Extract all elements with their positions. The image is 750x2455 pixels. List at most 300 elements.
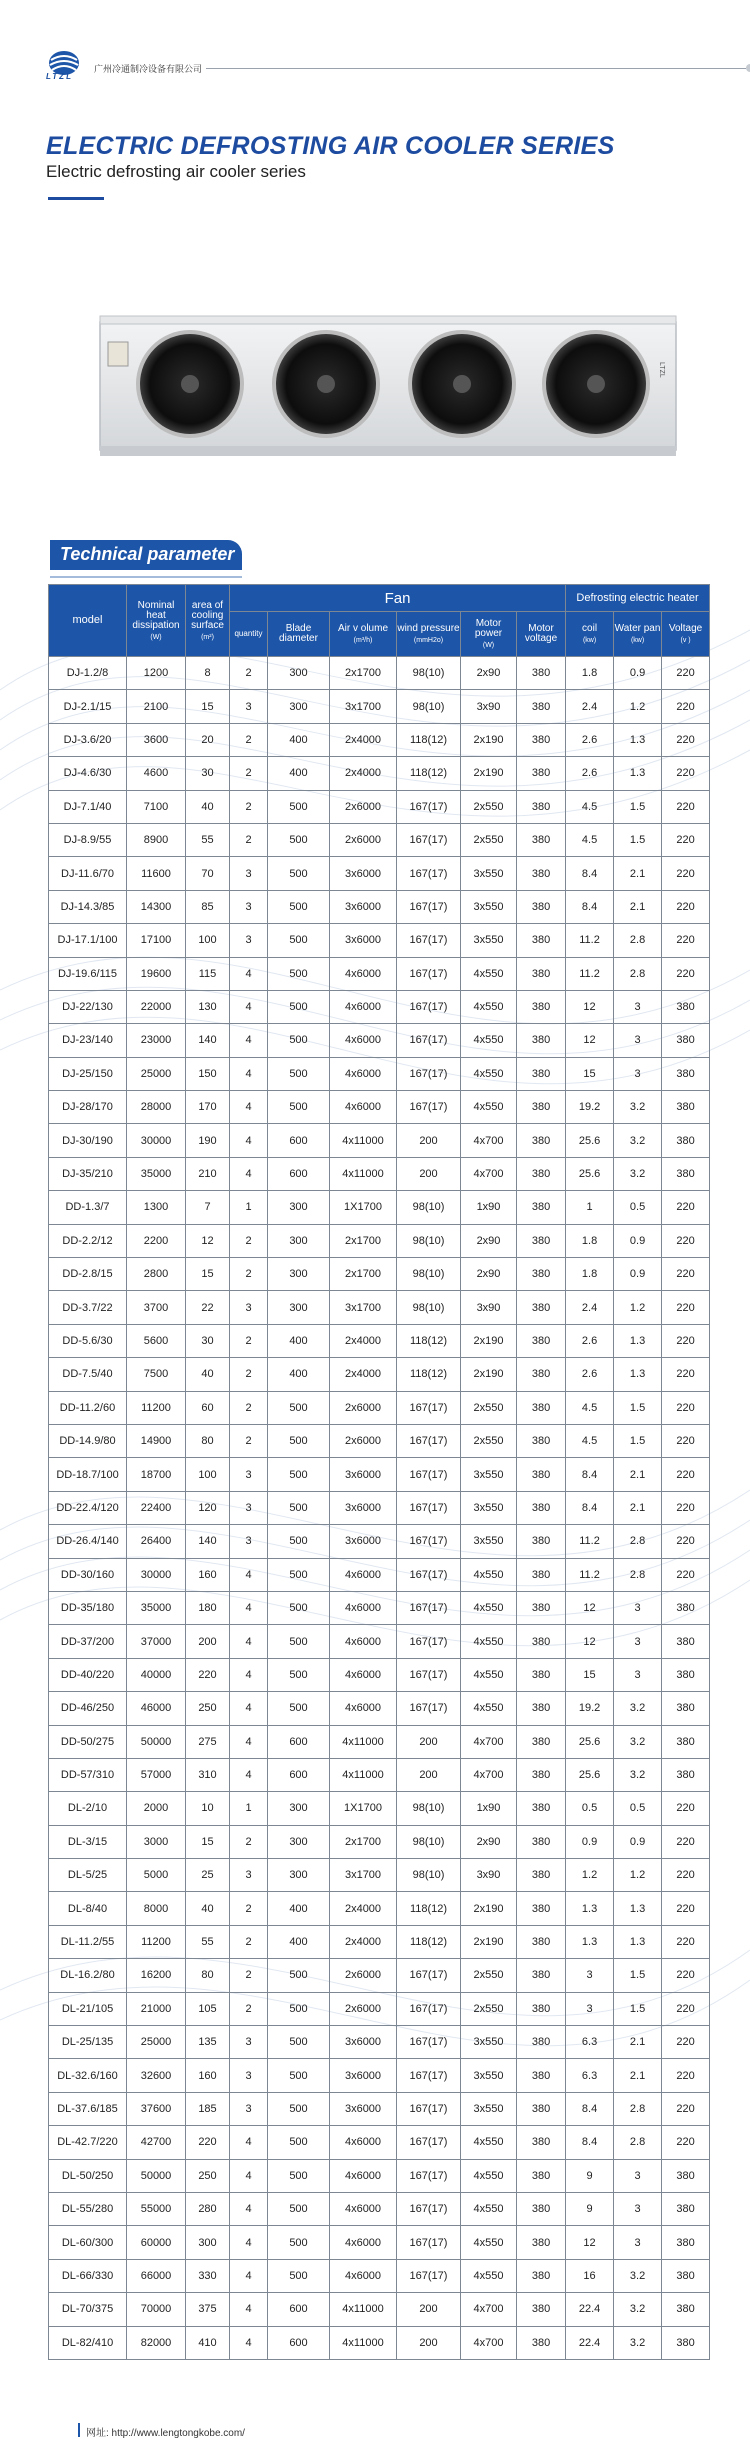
cell-model: DL-55/280 bbox=[49, 2192, 127, 2225]
cell-blade: 500 bbox=[268, 1992, 330, 2025]
cell-coil: 2.4 bbox=[566, 690, 614, 723]
col-area bbox=[186, 585, 230, 657]
cell-motor-power: 2x550 bbox=[461, 823, 517, 856]
cell-air-volume: 4x6000 bbox=[330, 2192, 397, 2225]
cell-model: DJ-11.6/70 bbox=[49, 857, 127, 890]
cell-heat: 18700 bbox=[127, 1458, 186, 1491]
cell-model: DD-2.8/15 bbox=[49, 1258, 127, 1291]
table-row bbox=[49, 1591, 710, 1624]
cell-model: DL-3/15 bbox=[49, 1825, 127, 1858]
cell-motor-power: 2x90 bbox=[461, 1224, 517, 1257]
cell-model: DL-2/10 bbox=[49, 1792, 127, 1825]
cell-motor-voltage: 380 bbox=[517, 1358, 566, 1391]
cell-wind-pressure: 98(10) bbox=[397, 657, 461, 690]
cell-motor-power: 4x700 bbox=[461, 1725, 517, 1758]
cell-area: 15 bbox=[186, 1825, 230, 1858]
cell-quantity: 4 bbox=[230, 2159, 268, 2192]
cell-voltage: 220 bbox=[662, 1258, 710, 1291]
cell-coil: 6.3 bbox=[566, 2026, 614, 2059]
cell-motor-voltage: 380 bbox=[517, 1258, 566, 1291]
cell-quantity: 2 bbox=[230, 1224, 268, 1257]
cell-quantity: 4 bbox=[230, 2126, 268, 2159]
cell-motor-voltage: 380 bbox=[517, 1458, 566, 1491]
table-row bbox=[49, 924, 710, 957]
cell-air-volume: 4x6000 bbox=[330, 990, 397, 1023]
table-row bbox=[49, 1157, 710, 1190]
cell-quantity: 4 bbox=[230, 1124, 268, 1157]
cell-model: DJ-23/140 bbox=[49, 1024, 127, 1057]
cell-heat: 66000 bbox=[127, 2259, 186, 2292]
cell-motor-voltage: 380 bbox=[517, 1892, 566, 1925]
cell-heat: 57000 bbox=[127, 1758, 186, 1791]
cell-area: 375 bbox=[186, 2293, 230, 2326]
cell-air-volume: 3x1700 bbox=[330, 690, 397, 723]
cell-water-pan: 2.1 bbox=[614, 1491, 662, 1524]
cell-area: 115 bbox=[186, 957, 230, 990]
cell-model: DD-3.7/22 bbox=[49, 1291, 127, 1324]
cell-quantity: 2 bbox=[230, 1892, 268, 1925]
footer-website: 网址: http://www.lengtongkobe.com/ bbox=[86, 2428, 245, 2439]
footer-accent-bar bbox=[78, 2423, 80, 2437]
col-coil-label: coil bbox=[582, 623, 598, 634]
cell-wind-pressure: 167(17) bbox=[397, 1558, 461, 1591]
cell-water-pan: 1.5 bbox=[614, 1959, 662, 1992]
cell-blade: 500 bbox=[268, 1424, 330, 1457]
cell-heat: 11200 bbox=[127, 1925, 186, 1958]
cell-quantity: 4 bbox=[230, 2192, 268, 2225]
cell-wind-pressure: 167(17) bbox=[397, 2126, 461, 2159]
cell-heat: 22400 bbox=[127, 1491, 186, 1524]
cell-air-volume: 2x4000 bbox=[330, 1925, 397, 1958]
cell-area: 30 bbox=[186, 757, 230, 790]
cell-blade: 500 bbox=[268, 1692, 330, 1725]
cell-heat: 3000 bbox=[127, 1825, 186, 1858]
cell-blade: 300 bbox=[268, 1792, 330, 1825]
cell-motor-power: 4x550 bbox=[461, 1558, 517, 1591]
cell-heat: 25000 bbox=[127, 2026, 186, 2059]
cell-wind-pressure: 118(12) bbox=[397, 1324, 461, 1357]
cell-motor-power: 2x190 bbox=[461, 1925, 517, 1958]
cell-area: 130 bbox=[186, 990, 230, 1023]
table-row bbox=[49, 1224, 710, 1257]
cell-blade: 500 bbox=[268, 823, 330, 856]
page-subtitle: Electric defrosting air cooler series bbox=[46, 162, 306, 181]
cell-blade: 500 bbox=[268, 2092, 330, 2125]
cell-water-pan: 3.2 bbox=[614, 1692, 662, 1725]
cell-motor-voltage: 380 bbox=[517, 2159, 566, 2192]
col-air-volume bbox=[330, 612, 397, 657]
col-heat-unit: (W) bbox=[150, 633, 162, 641]
cell-heat: 21000 bbox=[127, 1992, 186, 2025]
cell-air-volume: 3x6000 bbox=[330, 2059, 397, 2092]
cell-motor-power: 3x550 bbox=[461, 2026, 517, 2059]
cell-blade: 600 bbox=[268, 2293, 330, 2326]
table-row bbox=[49, 2159, 710, 2192]
cell-air-volume: 2x6000 bbox=[330, 1959, 397, 1992]
cell-voltage: 220 bbox=[662, 890, 710, 923]
cell-voltage: 380 bbox=[662, 1758, 710, 1791]
cell-voltage: 380 bbox=[662, 2159, 710, 2192]
cell-motor-power: 3x90 bbox=[461, 690, 517, 723]
cell-motor-voltage: 380 bbox=[517, 2092, 566, 2125]
cell-heat: 2200 bbox=[127, 1224, 186, 1257]
cell-area: 185 bbox=[186, 2092, 230, 2125]
col-voltage-label: Voltage bbox=[668, 623, 703, 634]
cell-voltage: 220 bbox=[662, 924, 710, 957]
cell-coil: 2.6 bbox=[566, 757, 614, 790]
cell-air-volume: 2x4000 bbox=[330, 1358, 397, 1391]
cell-heat: 11200 bbox=[127, 1391, 186, 1424]
cell-area: 15 bbox=[186, 1258, 230, 1291]
cell-voltage: 220 bbox=[662, 1424, 710, 1457]
cell-voltage: 380 bbox=[662, 990, 710, 1023]
cell-area: 220 bbox=[186, 1658, 230, 1691]
cell-voltage: 380 bbox=[662, 1124, 710, 1157]
cell-wind-pressure: 167(17) bbox=[397, 2159, 461, 2192]
cell-air-volume: 4x6000 bbox=[330, 1658, 397, 1691]
header-divider bbox=[206, 68, 746, 69]
cell-air-volume: 2x4000 bbox=[330, 1324, 397, 1357]
cell-voltage: 220 bbox=[662, 1825, 710, 1858]
cell-quantity: 2 bbox=[230, 1391, 268, 1424]
cell-blade: 400 bbox=[268, 1925, 330, 1958]
cell-coil: 8.4 bbox=[566, 1458, 614, 1491]
cell-motor-voltage: 380 bbox=[517, 1758, 566, 1791]
cell-quantity: 3 bbox=[230, 2059, 268, 2092]
cell-air-volume: 4x11000 bbox=[330, 2326, 397, 2359]
cell-air-volume: 4x6000 bbox=[330, 1625, 397, 1658]
cell-blade: 500 bbox=[268, 1091, 330, 1124]
cell-motor-voltage: 380 bbox=[517, 2192, 566, 2225]
cell-motor-voltage: 380 bbox=[517, 1825, 566, 1858]
cell-wind-pressure: 167(17) bbox=[397, 924, 461, 957]
section-title: Technical parameter bbox=[60, 544, 235, 564]
cell-model: DJ-30/190 bbox=[49, 1124, 127, 1157]
cell-coil: 12 bbox=[566, 990, 614, 1023]
cell-wind-pressure: 98(10) bbox=[397, 1224, 461, 1257]
col-motor-power bbox=[461, 612, 517, 657]
cell-coil: 22.4 bbox=[566, 2293, 614, 2326]
cell-motor-power: 3x550 bbox=[461, 1491, 517, 1524]
cell-air-volume: 4x6000 bbox=[330, 2259, 397, 2292]
cell-quantity: 4 bbox=[230, 2326, 268, 2359]
cell-air-volume: 2x6000 bbox=[330, 790, 397, 823]
cell-motor-power: 4x700 bbox=[461, 2293, 517, 2326]
cell-motor-power: 4x700 bbox=[461, 2326, 517, 2359]
cell-water-pan: 3 bbox=[614, 1057, 662, 1090]
section-badge bbox=[50, 540, 242, 570]
cell-quantity: 4 bbox=[230, 990, 268, 1023]
cell-water-pan: 1.3 bbox=[614, 723, 662, 756]
cell-air-volume: 2x1700 bbox=[330, 1825, 397, 1858]
cell-wind-pressure: 167(17) bbox=[397, 2092, 461, 2125]
cell-water-pan: 1.2 bbox=[614, 1859, 662, 1892]
cell-area: 300 bbox=[186, 2226, 230, 2259]
cell-voltage: 220 bbox=[662, 1491, 710, 1524]
col-model: model bbox=[49, 585, 127, 657]
cell-voltage: 220 bbox=[662, 723, 710, 756]
cell-air-volume: 3x6000 bbox=[330, 2026, 397, 2059]
col-area-label: area of cooling surface bbox=[191, 599, 224, 631]
cell-motor-voltage: 380 bbox=[517, 1591, 566, 1624]
cell-wind-pressure: 167(17) bbox=[397, 2192, 461, 2225]
cell-blade: 400 bbox=[268, 723, 330, 756]
cell-blade: 500 bbox=[268, 1057, 330, 1090]
cell-model: DD-11.2/60 bbox=[49, 1391, 127, 1424]
cell-coil: 11.2 bbox=[566, 924, 614, 957]
cell-coil: 11.2 bbox=[566, 1525, 614, 1558]
table-row bbox=[49, 1992, 710, 2025]
cell-heat: 23000 bbox=[127, 1024, 186, 1057]
cell-motor-power: 4x550 bbox=[461, 1692, 517, 1725]
cell-blade: 300 bbox=[268, 1258, 330, 1291]
cell-wind-pressure: 98(10) bbox=[397, 1191, 461, 1224]
cell-area: 330 bbox=[186, 2259, 230, 2292]
cell-air-volume: 3x6000 bbox=[330, 924, 397, 957]
cell-wind-pressure: 167(17) bbox=[397, 2259, 461, 2292]
cell-quantity: 3 bbox=[230, 1491, 268, 1524]
cell-water-pan: 1.5 bbox=[614, 1391, 662, 1424]
cell-water-pan: 2.8 bbox=[614, 1558, 662, 1591]
cell-area: 60 bbox=[186, 1391, 230, 1424]
cell-motor-power: 2x90 bbox=[461, 1258, 517, 1291]
cell-coil: 1.3 bbox=[566, 1925, 614, 1958]
cell-area: 85 bbox=[186, 890, 230, 923]
cell-area: 280 bbox=[186, 2192, 230, 2225]
table-row bbox=[49, 1024, 710, 1057]
cell-water-pan: 2.8 bbox=[614, 2092, 662, 2125]
cell-wind-pressure: 98(10) bbox=[397, 690, 461, 723]
cell-water-pan: 3 bbox=[614, 1024, 662, 1057]
cell-heat: 25000 bbox=[127, 1057, 186, 1090]
cell-motor-voltage: 380 bbox=[517, 1558, 566, 1591]
cell-model: DJ-28/170 bbox=[49, 1091, 127, 1124]
cell-model: DL-82/410 bbox=[49, 2326, 127, 2359]
col-wind-pressure bbox=[397, 612, 461, 657]
cell-motor-power: 3x550 bbox=[461, 2092, 517, 2125]
cell-wind-pressure: 167(17) bbox=[397, 857, 461, 890]
cell-heat: 11600 bbox=[127, 857, 186, 890]
cell-voltage: 380 bbox=[662, 2192, 710, 2225]
cell-area: 135 bbox=[186, 2026, 230, 2059]
cell-water-pan: 0.5 bbox=[614, 1191, 662, 1224]
cell-motor-voltage: 380 bbox=[517, 957, 566, 990]
cell-blade: 500 bbox=[268, 1525, 330, 1558]
cell-wind-pressure: 167(17) bbox=[397, 990, 461, 1023]
table-row bbox=[49, 1458, 710, 1491]
cell-motor-power: 4x700 bbox=[461, 1758, 517, 1791]
cell-blade: 500 bbox=[268, 1391, 330, 1424]
cell-wind-pressure: 118(12) bbox=[397, 1925, 461, 1958]
cell-model: DL-16.2/80 bbox=[49, 1959, 127, 1992]
col-motor-power-unit: (W) bbox=[482, 642, 495, 649]
cell-air-volume: 3x6000 bbox=[330, 1458, 397, 1491]
cell-motor-voltage: 380 bbox=[517, 723, 566, 756]
cell-blade: 400 bbox=[268, 1892, 330, 1925]
cell-voltage: 380 bbox=[662, 1057, 710, 1090]
cell-model: DD-30/160 bbox=[49, 1558, 127, 1591]
cell-area: 105 bbox=[186, 1992, 230, 2025]
cell-motor-voltage: 380 bbox=[517, 1057, 566, 1090]
cell-motor-voltage: 380 bbox=[517, 1124, 566, 1157]
cell-air-volume: 4x6000 bbox=[330, 2126, 397, 2159]
cell-water-pan: 2.1 bbox=[614, 890, 662, 923]
cell-voltage: 380 bbox=[662, 2326, 710, 2359]
cell-coil: 4.5 bbox=[566, 1391, 614, 1424]
cell-quantity: 2 bbox=[230, 1358, 268, 1391]
cell-heat: 14900 bbox=[127, 1424, 186, 1457]
cell-wind-pressure: 167(17) bbox=[397, 1692, 461, 1725]
cell-model: DD-5.6/30 bbox=[49, 1324, 127, 1357]
cell-quantity: 4 bbox=[230, 1758, 268, 1791]
cell-voltage: 220 bbox=[662, 1191, 710, 1224]
cell-wind-pressure: 167(17) bbox=[397, 1491, 461, 1524]
cell-area: 25 bbox=[186, 1859, 230, 1892]
cell-motor-power: 3x550 bbox=[461, 924, 517, 957]
cell-model: DD-37/200 bbox=[49, 1625, 127, 1658]
cell-motor-voltage: 380 bbox=[517, 1224, 566, 1257]
cell-area: 275 bbox=[186, 1725, 230, 1758]
cell-blade: 400 bbox=[268, 1324, 330, 1357]
table-row bbox=[49, 657, 710, 690]
section-underline bbox=[50, 576, 242, 578]
cell-model: DL-32.6/160 bbox=[49, 2059, 127, 2092]
col-voltage bbox=[662, 612, 710, 657]
cell-blade: 300 bbox=[268, 690, 330, 723]
cell-motor-power: 2x90 bbox=[461, 657, 517, 690]
cell-motor-power: 1x90 bbox=[461, 1191, 517, 1224]
cell-quantity: 3 bbox=[230, 1458, 268, 1491]
cell-motor-power: 3x550 bbox=[461, 1525, 517, 1558]
cell-air-volume: 2x6000 bbox=[330, 823, 397, 856]
cell-voltage: 380 bbox=[662, 1591, 710, 1624]
cell-blade: 300 bbox=[268, 657, 330, 690]
cell-water-pan: 2.1 bbox=[614, 2059, 662, 2092]
cell-model: DJ-17.1/100 bbox=[49, 924, 127, 957]
cell-motor-voltage: 380 bbox=[517, 2226, 566, 2259]
cell-coil: 8.4 bbox=[566, 2126, 614, 2159]
col-group-defrost: Defrosting electric heater bbox=[566, 585, 710, 612]
cell-air-volume: 1X1700 bbox=[330, 1191, 397, 1224]
cell-air-volume: 4x6000 bbox=[330, 1024, 397, 1057]
cell-area: 160 bbox=[186, 1558, 230, 1591]
cell-motor-voltage: 380 bbox=[517, 1992, 566, 2025]
cell-area: 120 bbox=[186, 1491, 230, 1524]
cell-voltage: 380 bbox=[662, 1024, 710, 1057]
cell-water-pan: 1.3 bbox=[614, 1892, 662, 1925]
cell-air-volume: 2x1700 bbox=[330, 1224, 397, 1257]
cell-motor-voltage: 380 bbox=[517, 1959, 566, 1992]
cell-blade: 500 bbox=[268, 957, 330, 990]
cell-motor-power: 3x550 bbox=[461, 857, 517, 890]
cell-model: DJ-3.6/20 bbox=[49, 723, 127, 756]
table-row bbox=[49, 957, 710, 990]
cell-heat: 14300 bbox=[127, 890, 186, 923]
cell-coil: 19.2 bbox=[566, 1091, 614, 1124]
cell-motor-power: 4x550 bbox=[461, 2126, 517, 2159]
cell-air-volume: 4x6000 bbox=[330, 1091, 397, 1124]
cell-motor-power: 3x90 bbox=[461, 1291, 517, 1324]
cell-blade: 500 bbox=[268, 1458, 330, 1491]
cell-quantity: 2 bbox=[230, 1825, 268, 1858]
cell-quantity: 4 bbox=[230, 2293, 268, 2326]
table-row bbox=[49, 1324, 710, 1357]
cell-quantity: 1 bbox=[230, 1191, 268, 1224]
col-blade: Blade diameter bbox=[268, 612, 330, 657]
cell-blade: 500 bbox=[268, 1591, 330, 1624]
cell-motor-voltage: 380 bbox=[517, 2059, 566, 2092]
cell-motor-voltage: 380 bbox=[517, 1291, 566, 1324]
cell-quantity: 4 bbox=[230, 1024, 268, 1057]
cell-water-pan: 3.2 bbox=[614, 1157, 662, 1190]
table-row bbox=[49, 823, 710, 856]
col-area-unit: (m²) bbox=[201, 633, 214, 641]
table-row bbox=[49, 1792, 710, 1825]
cell-motor-voltage: 380 bbox=[517, 1859, 566, 1892]
cell-water-pan: 1.3 bbox=[614, 1925, 662, 1958]
table-row bbox=[49, 690, 710, 723]
table-row bbox=[49, 1091, 710, 1124]
table-row bbox=[49, 1358, 710, 1391]
cell-water-pan: 1.5 bbox=[614, 823, 662, 856]
cell-quantity: 4 bbox=[230, 1625, 268, 1658]
cell-model: DD-46/250 bbox=[49, 1692, 127, 1725]
cell-heat: 3600 bbox=[127, 723, 186, 756]
cell-motor-power: 4x550 bbox=[461, 1024, 517, 1057]
cell-air-volume: 1X1700 bbox=[330, 1792, 397, 1825]
cell-water-pan: 3 bbox=[614, 2192, 662, 2225]
col-motor-voltage: Motor voltage bbox=[517, 612, 566, 657]
cell-blade: 600 bbox=[268, 2326, 330, 2359]
cell-heat: 50000 bbox=[127, 2159, 186, 2192]
cell-heat: 28000 bbox=[127, 1091, 186, 1124]
cell-blade: 500 bbox=[268, 857, 330, 890]
cell-water-pan: 0.5 bbox=[614, 1792, 662, 1825]
cell-motor-power: 4x550 bbox=[461, 1591, 517, 1624]
cell-quantity: 4 bbox=[230, 2259, 268, 2292]
table-row bbox=[49, 1692, 710, 1725]
cell-heat: 40000 bbox=[127, 1658, 186, 1691]
cell-air-volume: 4x6000 bbox=[330, 1692, 397, 1725]
cell-blade: 300 bbox=[268, 1224, 330, 1257]
cell-quantity: 2 bbox=[230, 1925, 268, 1958]
cell-voltage: 220 bbox=[662, 757, 710, 790]
cell-air-volume: 3x1700 bbox=[330, 1291, 397, 1324]
cell-motor-voltage: 380 bbox=[517, 823, 566, 856]
cell-coil: 0.5 bbox=[566, 1792, 614, 1825]
cell-coil: 25.6 bbox=[566, 1157, 614, 1190]
cell-voltage: 220 bbox=[662, 1558, 710, 1591]
cell-area: 170 bbox=[186, 1091, 230, 1124]
logo-text: LTZL bbox=[46, 72, 73, 81]
cell-coil: 22.4 bbox=[566, 2326, 614, 2359]
cell-air-volume: 4x11000 bbox=[330, 2293, 397, 2326]
cell-quantity: 2 bbox=[230, 723, 268, 756]
cell-model: DD-7.5/40 bbox=[49, 1358, 127, 1391]
cell-motor-voltage: 380 bbox=[517, 690, 566, 723]
cell-wind-pressure: 98(10) bbox=[397, 1792, 461, 1825]
cell-air-volume: 2x1700 bbox=[330, 657, 397, 690]
cell-heat: 32600 bbox=[127, 2059, 186, 2092]
cell-heat: 26400 bbox=[127, 1525, 186, 1558]
cell-water-pan: 2.1 bbox=[614, 857, 662, 890]
cell-wind-pressure: 167(17) bbox=[397, 890, 461, 923]
cell-motor-voltage: 380 bbox=[517, 990, 566, 1023]
cell-coil: 25.6 bbox=[566, 1758, 614, 1791]
cell-area: 250 bbox=[186, 2159, 230, 2192]
cell-heat: 19600 bbox=[127, 957, 186, 990]
cell-water-pan: 3.2 bbox=[614, 2293, 662, 2326]
